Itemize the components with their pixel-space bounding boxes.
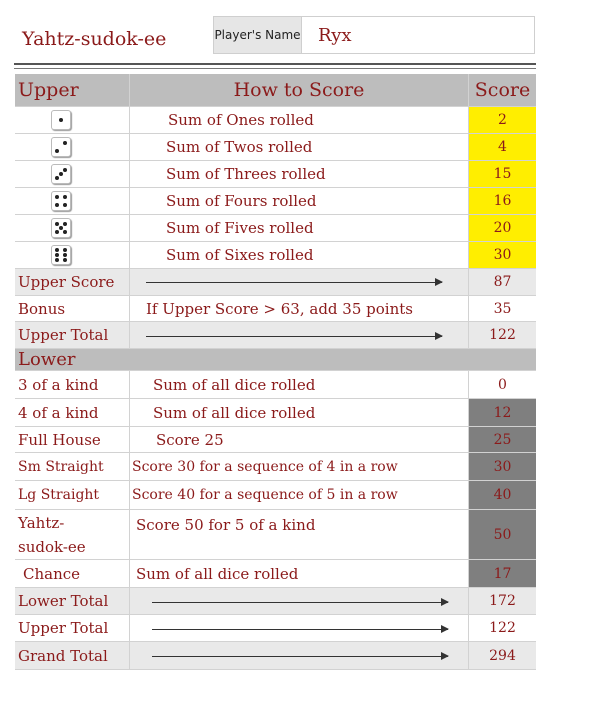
lower-total-label: Lower Total — [15, 588, 130, 614]
die-four-icon — [51, 191, 71, 211]
lower-total-value: 172 — [468, 588, 536, 614]
bonus-label: Bonus — [15, 296, 130, 321]
table-row — [15, 371, 536, 399]
die-cell — [15, 188, 130, 214]
player-name-label: Player's Name — [214, 17, 302, 53]
score-cell[interactable]: 4 — [468, 134, 536, 160]
table-header — [15, 74, 536, 107]
table-row — [15, 134, 536, 161]
die-five-icon — [51, 218, 71, 238]
category-label: Yahtz-sudok-ee — [15, 510, 130, 559]
die-cell — [15, 107, 130, 133]
table-row — [15, 188, 536, 215]
category-label: Full House — [15, 427, 130, 452]
arrow-cell — [130, 588, 468, 614]
category-label: 4 of a kind — [15, 399, 130, 426]
how-to-score: Sum of Fives rolled — [166, 219, 314, 237]
grand-total-value: 294 — [468, 642, 536, 669]
table-row — [15, 161, 536, 188]
upper-total-value: 122 — [468, 615, 536, 641]
category-label: Chance — [15, 560, 130, 587]
how-to-score: Sum of Fours rolled — [166, 192, 317, 210]
table-row — [15, 510, 536, 560]
die-one-icon — [51, 110, 71, 130]
how-to-score: Score 25 — [156, 430, 224, 449]
die-three-icon — [51, 164, 71, 184]
table-row — [15, 427, 536, 453]
arrow-right-icon — [146, 282, 442, 283]
divider — [14, 68, 536, 69]
table-row — [15, 242, 536, 269]
arrow-cell — [130, 642, 468, 669]
die-cell — [15, 134, 130, 160]
upper-score-label: Upper Score — [15, 269, 130, 295]
how-to-score: Sum of Twos rolled — [166, 138, 313, 156]
score-cell[interactable]: 30 — [468, 453, 536, 480]
how-to-score: Sum of Ones rolled — [168, 111, 314, 129]
how-to-score: Sum of all dice rolled — [153, 403, 316, 422]
die-two-icon — [51, 137, 71, 157]
arrow-right-icon — [152, 656, 448, 657]
lower-section-header — [15, 349, 536, 371]
bonus-row — [15, 296, 536, 322]
score-cell[interactable]: 30 — [468, 242, 536, 268]
score-cell[interactable]: 2 — [468, 107, 536, 133]
score-cell[interactable]: 40 — [468, 481, 536, 509]
die-cell — [15, 161, 130, 187]
game-title: Yahtz-sudok-ee — [22, 28, 167, 50]
upper-total-label: Upper Total — [15, 322, 130, 348]
lower-label: Lower — [18, 349, 76, 370]
upper-total-value: 122 — [468, 322, 536, 348]
col-header-how: How to Score — [233, 79, 365, 101]
player-name-box[interactable] — [213, 16, 535, 54]
table-row — [15, 453, 536, 481]
table-row — [15, 560, 536, 588]
upper-total-row-2 — [15, 615, 536, 642]
arrow-right-icon — [152, 602, 448, 603]
score-cell[interactable]: 0 — [468, 371, 536, 398]
score-cell[interactable]: 20 — [468, 215, 536, 241]
grand-total-label: Grand Total — [15, 642, 130, 669]
how-to-score: Sum of all dice rolled — [136, 564, 299, 583]
category-label: Sm Straight — [15, 453, 130, 480]
how-to-score: Score 40 for a sequence of 5 in a row — [132, 487, 398, 503]
how-to-score: Sum of all dice rolled — [153, 375, 316, 394]
upper-total-label: Upper Total — [15, 615, 130, 641]
how-to-score: Sum of Threes rolled — [166, 165, 326, 183]
upper-total-row — [15, 322, 536, 349]
category-label: Lg Straight — [15, 481, 130, 509]
category-label: 3 of a kind — [15, 371, 130, 398]
lower-total-row — [15, 588, 536, 615]
upper-score-value: 87 — [468, 269, 536, 295]
score-cell[interactable]: 50 — [468, 510, 536, 559]
upper-score-row — [15, 269, 536, 296]
die-cell — [15, 215, 130, 241]
arrow-cell — [130, 615, 468, 641]
score-cell[interactable]: 16 — [468, 188, 536, 214]
player-name-input[interactable]: Ryx — [318, 25, 352, 46]
score-cell[interactable]: 17 — [468, 560, 536, 587]
score-cell[interactable]: 12 — [468, 399, 536, 426]
table-row — [15, 399, 536, 427]
score-cell[interactable]: 15 — [468, 161, 536, 187]
arrow-cell — [130, 322, 468, 348]
col-header-score: Score — [468, 74, 536, 106]
table-row — [15, 215, 536, 242]
how-to-score: Sum of Sixes rolled — [166, 246, 314, 264]
arrow-right-icon — [146, 336, 442, 337]
how-to-score: Score 50 for 5 of a kind — [136, 516, 316, 534]
bonus-value: 35 — [468, 296, 536, 321]
table-row — [15, 481, 536, 510]
table-row — [15, 107, 536, 134]
bonus-how: If Upper Score > 63, add 35 points — [146, 299, 413, 318]
die-cell — [15, 242, 130, 268]
how-to-score: Score 30 for a sequence of 4 in a row — [132, 458, 398, 475]
divider — [14, 63, 536, 65]
die-six-icon — [51, 245, 71, 265]
col-header-upper: Upper — [15, 74, 130, 106]
arrow-right-icon — [152, 629, 448, 630]
grand-total-row — [15, 642, 536, 670]
arrow-cell — [130, 269, 468, 295]
score-cell[interactable]: 25 — [468, 427, 536, 452]
